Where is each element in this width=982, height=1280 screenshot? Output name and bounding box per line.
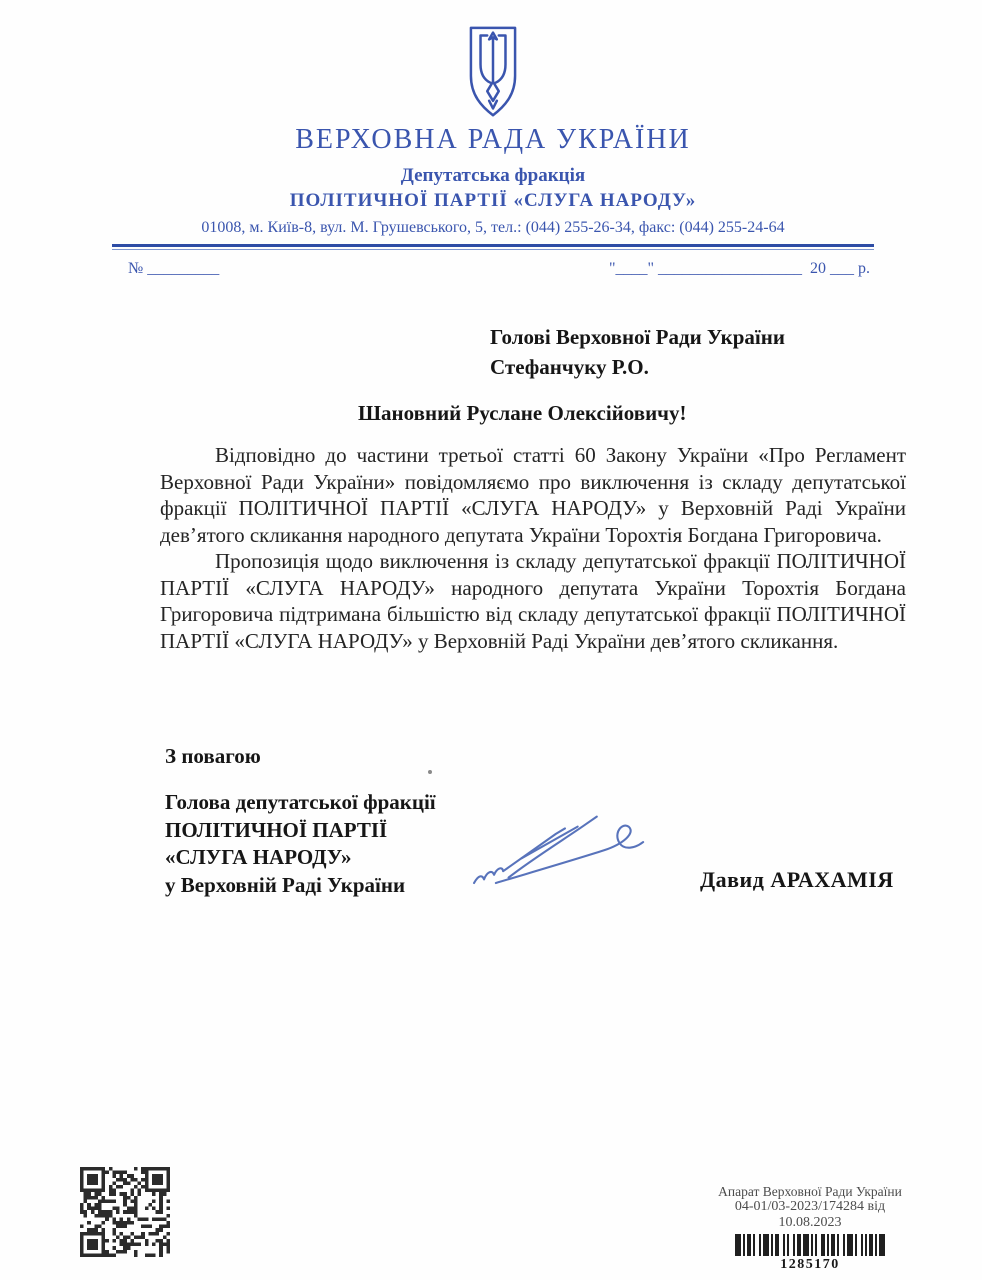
addressee-line2: Стефанчуку Р.О. <box>490 355 649 379</box>
faction-subtitle: Депутатська фракція <box>400 165 586 186</box>
letter-body <box>160 442 906 654</box>
signer-title-line1: Голова депутатської фракції <box>165 790 436 814</box>
doc-number-label: № <box>128 260 144 277</box>
closing-regards: З повагою <box>165 744 261 768</box>
body-paragraph-2: Пропозиція щодо виключення із складу депутатської фракції ПОЛІТИЧНОЇ ПАРТІЇ «СЛУГА НАРОДУ» народного депутата України Торохтія Богдана Григоровича підтримана більшістю від складу депутатської фракції ПОЛІТИЧНОЇ ПАРТІЇ «СЛУГА НАРОДУ» у Верховній Раді України дев’ятого скликання. <box>160 549 906 653</box>
signer-title-line2: ПОЛІТИЧНОЇ ПАРТІЇ <box>165 817 388 842</box>
doc-number-blank: _________ <box>147 260 220 277</box>
barcode-number: 1285170 <box>780 1257 840 1272</box>
reference-line <box>128 260 870 278</box>
scan-artifact-dot <box>428 770 432 774</box>
doc-number-field <box>128 260 219 278</box>
qr-code-icon <box>80 1167 170 1257</box>
signer-title-line3: «СЛУГА НАРОДУ» <box>165 845 352 869</box>
doc-date-day-blank: "____" <box>608 260 654 277</box>
doc-date-month-blank: __________________ <box>658 260 802 277</box>
doc-date-year-blank: 20 ___ р. <box>810 260 870 277</box>
party-name: ПОЛІТИЧНОЇ ПАРТІЇ «СЛУГА НАРОДУ» <box>289 190 697 211</box>
signer-name: Давид АРАХАМІЯ <box>700 867 894 892</box>
org-title: ВЕРХОВНА РАДА УКРАЇНИ <box>295 124 691 155</box>
body-paragraph-1: Відповідно до частини третьої статті 60 Закону України «Про Регламент Верховної Ради України» повідомляємо про виключення із складу депутатської фракції ПОЛІТИЧНОЇ ПАРТІЇ «СЛУГА НАРОДУ» у Верховній Раді України дев’ятого скликання народного депутата України Торохтія Богдана Григоровича. <box>160 443 906 547</box>
signer-title-block <box>165 789 436 899</box>
barcode-icon <box>735 1234 885 1256</box>
signer-title-line4: у Верховній Раді України <box>165 872 406 897</box>
salutation: Шановний Руслане Олексійовичу! <box>358 401 687 425</box>
handwritten-signature <box>462 793 657 893</box>
org-address: 01008, м. Київ-8, вул. М. Грушевського, 5, тел.: (044) 255-26-34, факс: (044) 255-24-64 <box>201 219 785 236</box>
registration-stamp <box>702 1184 918 1273</box>
ukraine-trident-emblem-icon <box>462 24 524 120</box>
addressee-line1: Голові Верховної Ради України <box>490 325 785 349</box>
letterhead-divider <box>112 244 874 250</box>
stamp-reg-number: 04-01/03-2023/174284 від 10.08.2023 <box>734 1199 886 1230</box>
stamp-office-name: Апарат Верховної Ради України <box>718 1184 902 1199</box>
letterhead <box>112 24 874 250</box>
addressee-block <box>490 322 785 382</box>
doc-date-field <box>609 260 870 278</box>
